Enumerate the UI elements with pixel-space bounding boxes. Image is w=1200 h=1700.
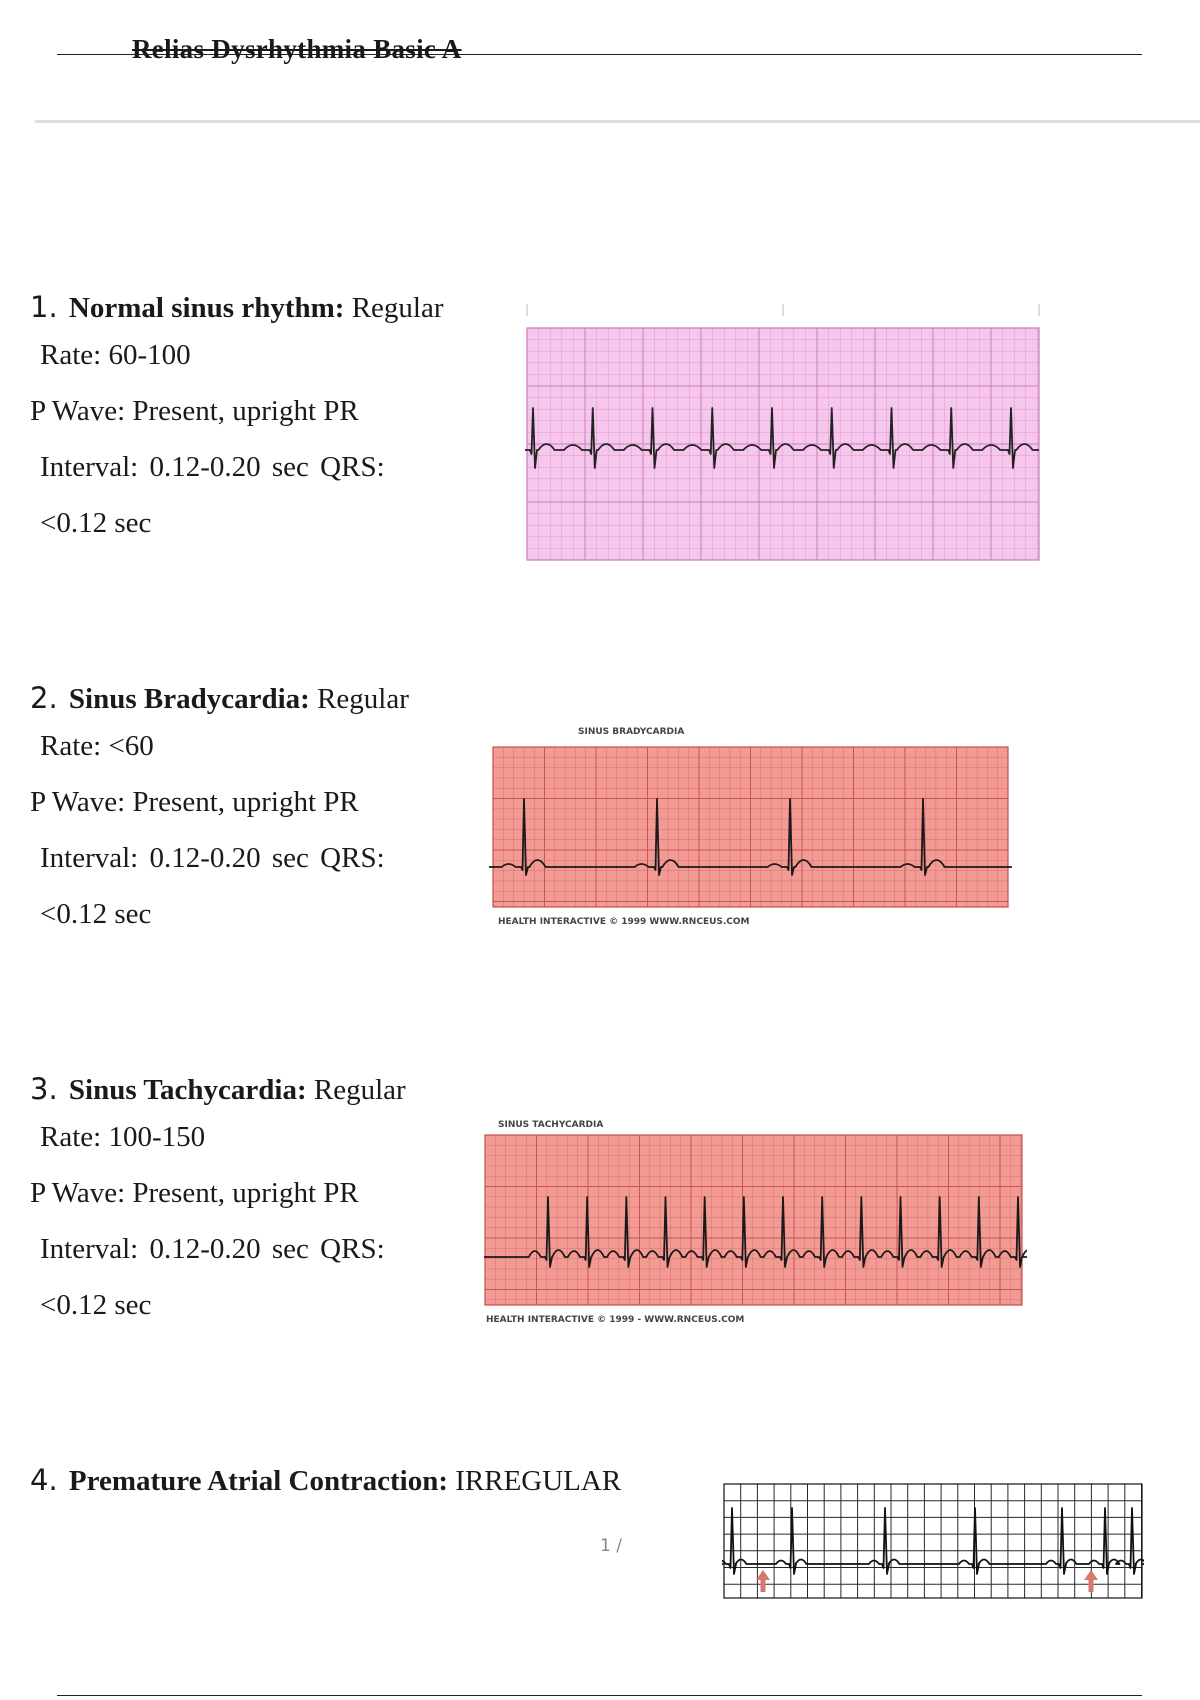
section-number: 1.	[30, 290, 58, 324]
rhythm-regularity: Regular	[351, 292, 444, 324]
rhythm-regularity: Regular	[313, 1074, 406, 1106]
rhythm-regularity: Regular	[317, 683, 409, 715]
section-normal-sinus-rhythm	[30, 287, 500, 551]
ecg-strip-normal-sinus	[525, 300, 1045, 565]
ecg-strip-premature-atrial-contraction	[722, 1482, 1144, 1602]
strip-credit: HEALTH INTERACTIVE © 1999 WWW.RNCEUS.COM	[498, 917, 750, 927]
rate-line: Rate: 100-150	[40, 1121, 206, 1153]
interval-line: Interval: 0.12-0.20 sec QRS:	[40, 451, 385, 483]
page-header	[57, 28, 1142, 64]
p-wave-line: P Wave: Present, upright PR	[30, 1177, 359, 1209]
qrs-line: <0.12 sec	[40, 898, 152, 930]
strip-caption: SINUS BRADYCARDIA	[578, 727, 685, 737]
ecg-grid-background	[485, 1135, 1022, 1305]
section-premature-atrial-contraction	[30, 1460, 730, 1500]
ecg-strip-sinus-tachycardia	[482, 1115, 1027, 1330]
section-title	[30, 287, 500, 327]
interval-line: Interval: 0.12-0.20 sec QRS:	[40, 1233, 385, 1265]
qrs-line: <0.12 sec	[40, 507, 152, 539]
section-number: 4.	[30, 1463, 58, 1497]
rate-line: Rate: 60-100	[40, 339, 191, 371]
section-sinus-tachycardia	[30, 1069, 500, 1333]
footer-rule	[57, 1695, 1142, 1696]
header-divider	[35, 120, 1200, 123]
section-sinus-bradycardia	[30, 678, 500, 942]
strip-credit: HEALTH INTERACTIVE © 1999 - WWW.RNCEUS.COM	[486, 1315, 745, 1325]
interval-line: Interval: 0.12-0.20 sec QRS:	[40, 842, 385, 874]
strip-caption: SINUS TACHYCARDIA	[498, 1120, 604, 1130]
rhythm-name: Sinus Bradycardia:	[68, 683, 310, 715]
rhythm-regularity: IRREGULAR	[455, 1465, 622, 1497]
rhythm-name: Normal sinus rhythm:	[68, 292, 345, 324]
page-title: Relias Dysrhythmia Basic A	[132, 34, 462, 64]
rate-line: Rate: <60	[40, 730, 154, 762]
section-title	[30, 678, 500, 718]
rhythm-name: Sinus Tachycardia:	[68, 1074, 307, 1106]
page-mark: 1 /	[600, 1536, 622, 1556]
section-title	[30, 1460, 730, 1500]
p-wave-line: P Wave: Present, upright PR	[30, 786, 359, 818]
section-number: 3.	[30, 1072, 58, 1106]
section-title	[30, 1069, 500, 1109]
section-number: 2.	[30, 681, 58, 715]
ecg-strip-sinus-bradycardia	[488, 722, 1013, 932]
rhythm-name: Premature Atrial Contraction:	[68, 1465, 448, 1497]
p-wave-line: P Wave: Present, upright PR	[30, 395, 359, 427]
qrs-line: <0.12 sec	[40, 1289, 152, 1321]
